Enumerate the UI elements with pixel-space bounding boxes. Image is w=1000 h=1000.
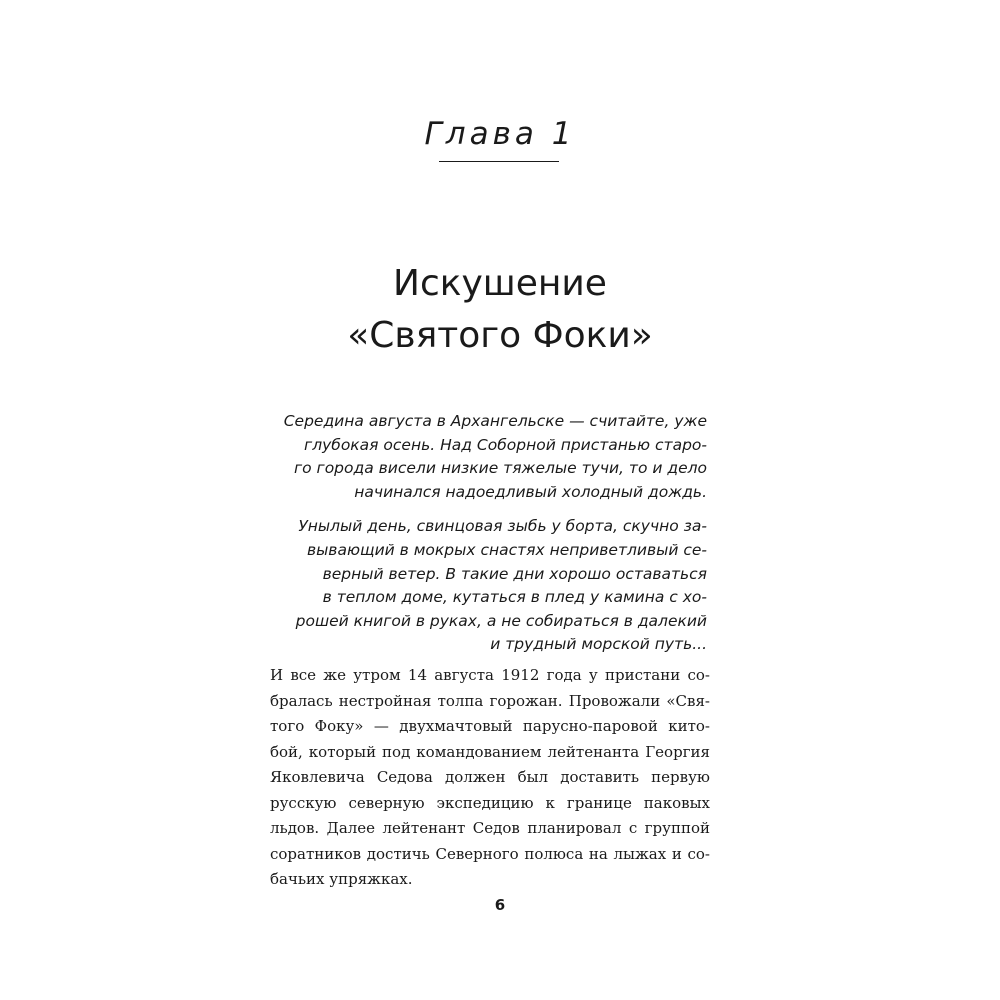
epigraph-paragraph-2 xyxy=(277,515,707,657)
epigraph-line: глубокая осень. Над Соборной пристанью старо- xyxy=(304,435,707,454)
epigraph-paragraph-1 xyxy=(277,410,707,504)
epigraph-line: в теплом доме, кутаться в плед у камина с хо- xyxy=(322,588,707,607)
chapter-title-line-1: Искушение xyxy=(393,263,607,304)
body-line: бралась нестройная толпа горожан. Провожали «Свя- xyxy=(270,691,710,710)
epigraph xyxy=(277,410,707,668)
chapter-title-line-2: «Святого Фоки» xyxy=(347,315,653,356)
body-line: Яковлевича Седова должен был доставить первую xyxy=(270,768,710,786)
body-paragraph xyxy=(270,663,710,893)
epigraph-line: Середина августа в Архангельске — считайте, уже xyxy=(283,412,707,430)
body-line: того Фоку» — двухмачтовый парусно-паровой кито- xyxy=(270,717,710,735)
epigraph-line: Унылый день, свинцовая зыбь у борта, скучно за- xyxy=(298,517,707,536)
chapter-rule xyxy=(439,161,559,162)
body-line: соратников достичь Северного полюса на лыжах и со- xyxy=(270,844,710,863)
body-line: бачьих упряжках. xyxy=(270,870,413,888)
chapter-title xyxy=(0,258,1000,362)
epigraph-line: верный ветер. В такие дни хорошо оставаться xyxy=(322,564,707,583)
chapter-label: Глава 1 xyxy=(424,116,576,152)
epigraph-line: го города висели низкие тяжелые тучи, то и дело xyxy=(294,459,707,478)
epigraph-line: рошей книгой в руках, а не собираться в далекий xyxy=(295,611,707,630)
body-line: русскую северную экспедицию к границе паковых xyxy=(270,793,710,812)
epigraph-line: начинался надоедливый холодный дождь. xyxy=(354,482,707,501)
body-line: льдов. Далее лейтенант Седов планировал с группой xyxy=(270,819,710,837)
page-number: 6 xyxy=(494,896,506,914)
epigraph-line: и трудный морской путь... xyxy=(490,635,707,654)
body-line: И все же утром 14 августа 1912 года у пристани со- xyxy=(270,666,710,684)
epigraph-line: вывающий в мокрых снастях неприветливый се- xyxy=(306,540,707,559)
body-line: бой, который под командованием лейтенанта Георгия xyxy=(270,742,710,761)
